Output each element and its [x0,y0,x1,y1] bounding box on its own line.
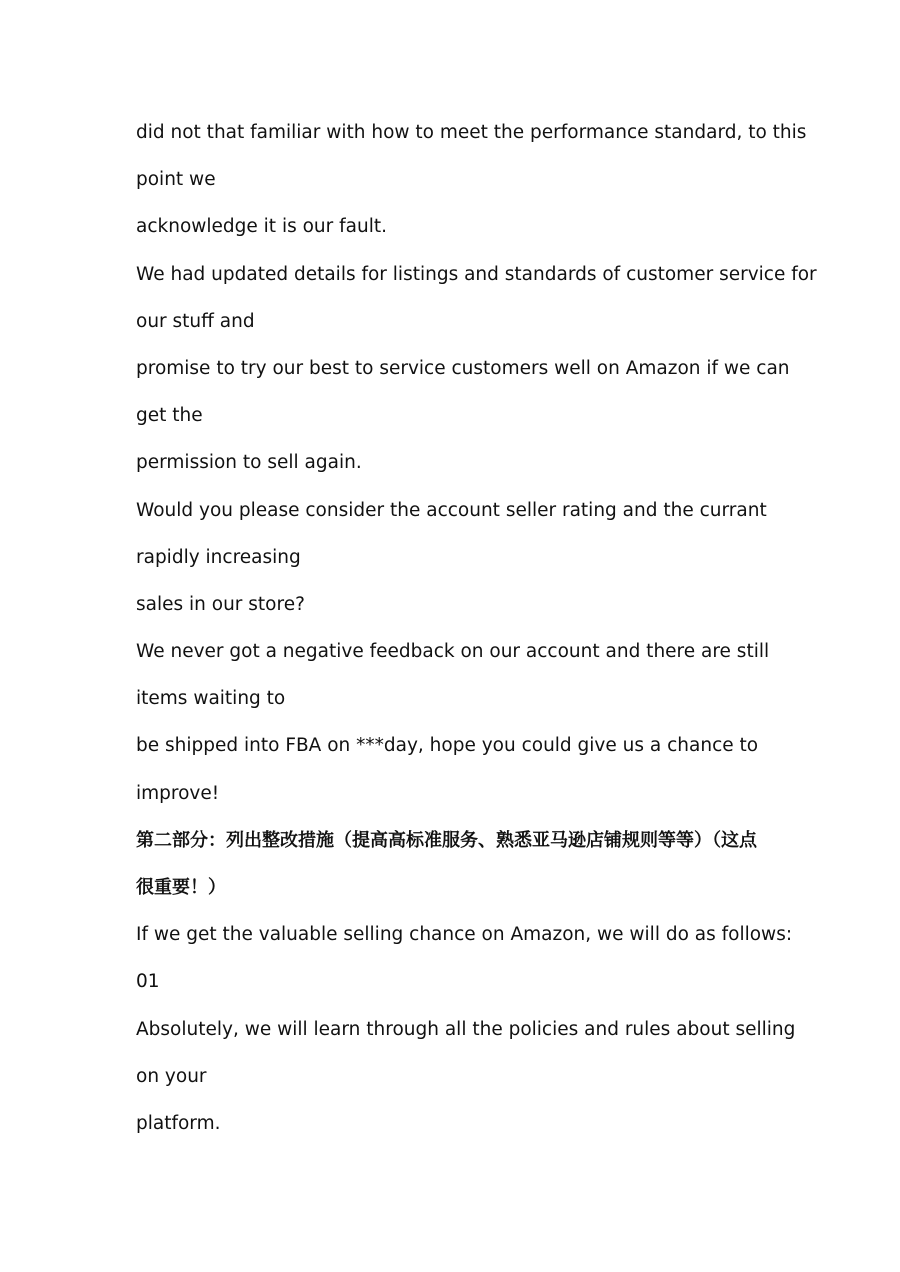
document-body [136,109,817,1147]
text-line: sales in our store? [136,593,305,615]
text-line: on your [136,1065,207,1087]
text-line: items waiting to [136,688,286,710]
text-line: point we [136,169,216,191]
text-line: rapidly increasing [136,546,301,568]
text-line: improve! [136,782,220,804]
text-line: platform. [136,1112,221,1134]
text-line: our stuff and [136,310,255,332]
text-line: permission to sell again. [136,452,362,474]
text-line: If we get the valuable selling chance on Amazon, we will do as follows: [136,924,793,946]
text-line: Would you please consider the account seller rating and the currant [136,499,767,521]
section-heading: 第二部分：列出整改措施（提高高标准服务、熟悉亚马逊店铺规则等等）（这点 [136,829,757,851]
text-line: Absolutely, we will learn through all the policies and rules about selling [136,1018,796,1040]
text-line: promise to try our best to service customers well on Amazon if we can [136,357,790,379]
list-number: 01 [136,971,160,993]
section-heading: 很重要！） [136,877,226,898]
text-line: acknowledge it is our fault. [136,216,387,238]
text-line: We had updated details for listings and standards of customer service for [136,263,817,285]
text-line: We never got a negative feedback on our account and there are still [136,641,770,663]
text-line: get the [136,405,203,427]
text-line: be shipped into FBA on ***day, hope you could give us a chance to [136,735,759,757]
text-line: did not that familiar with how to meet the performance standard, to this [136,122,807,143]
